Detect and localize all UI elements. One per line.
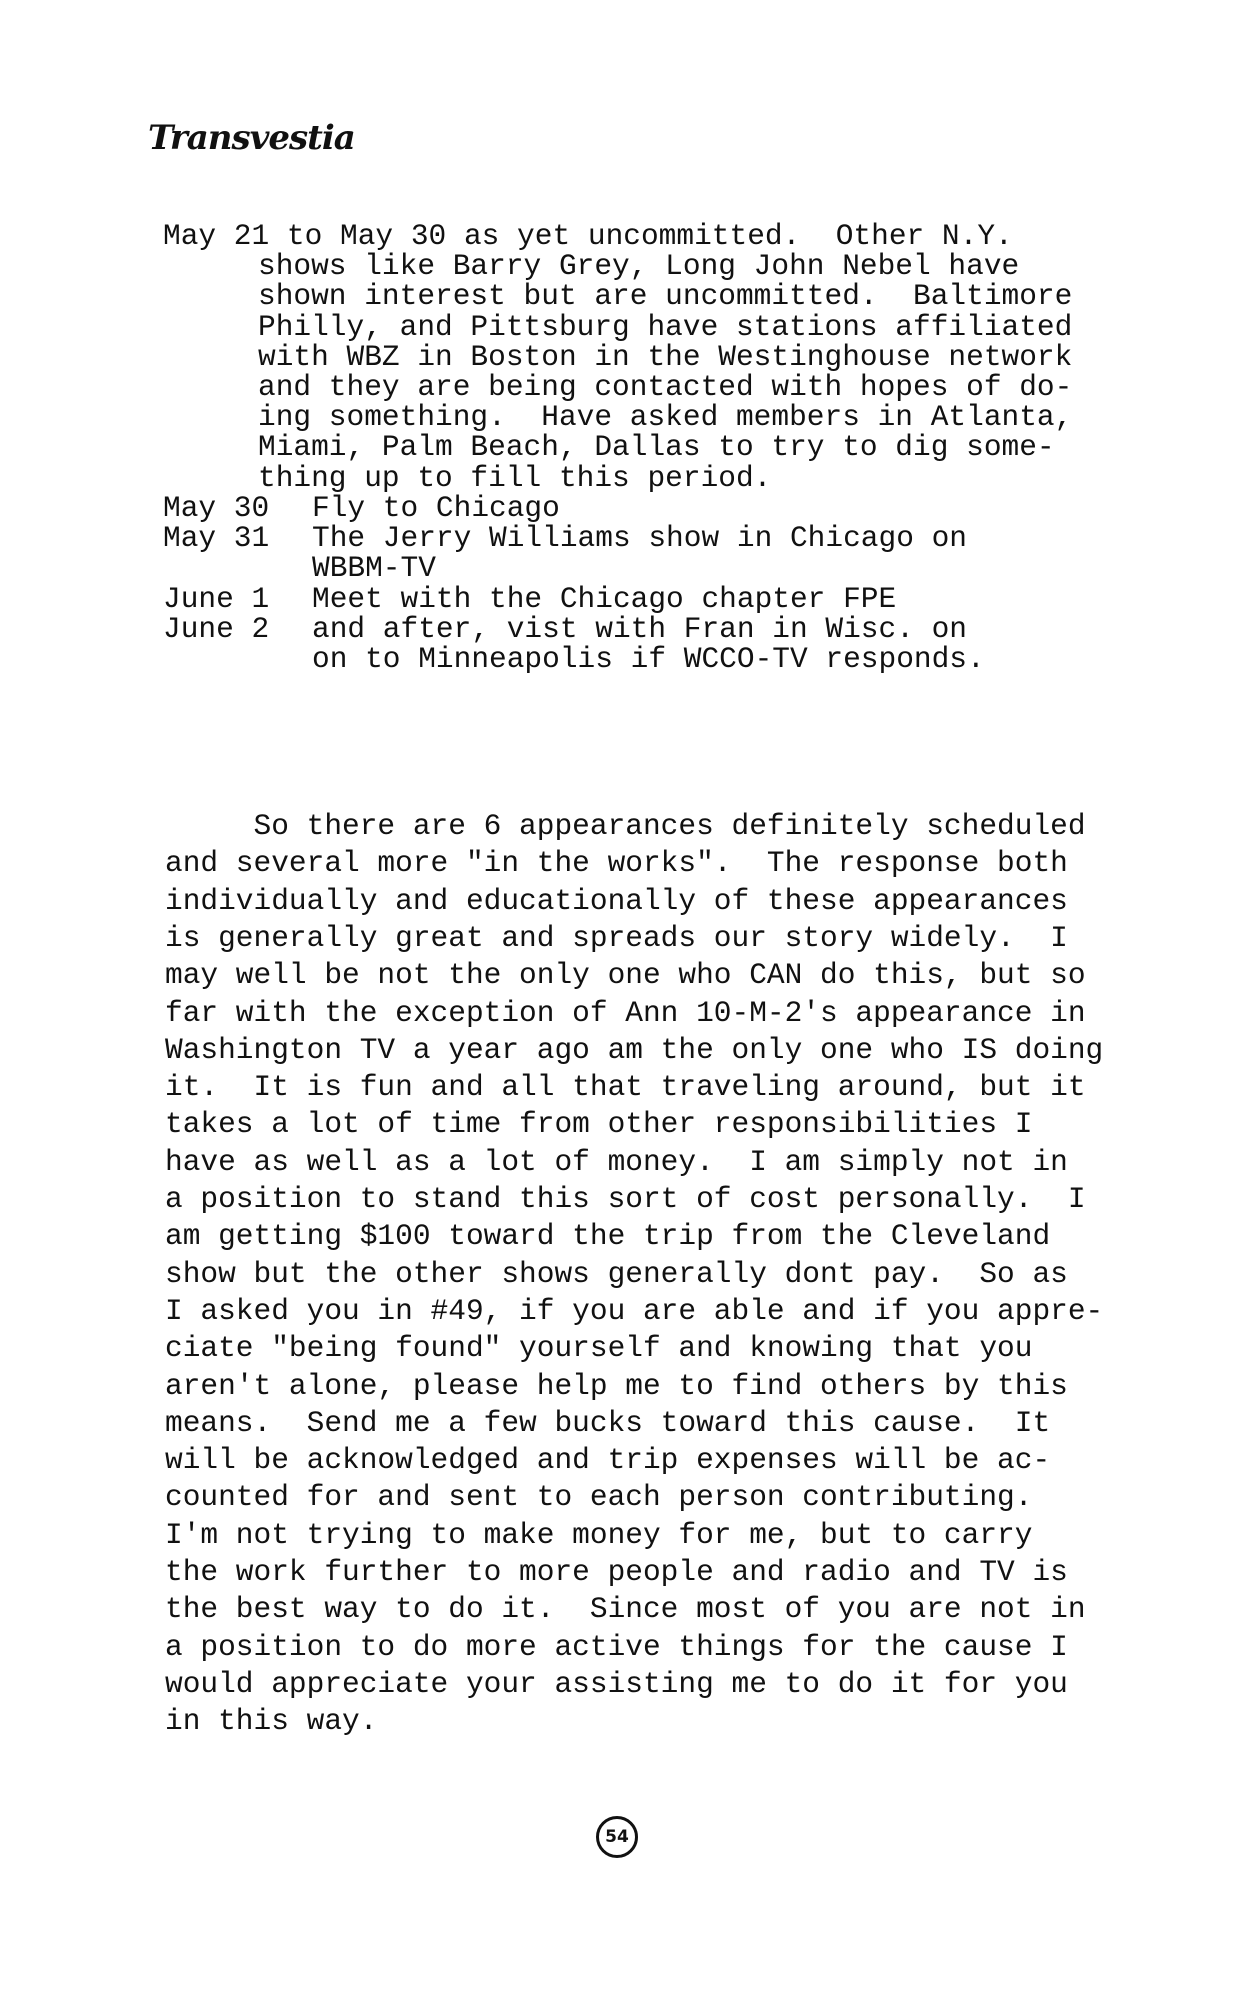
page-number-badge	[596, 1816, 638, 1858]
intro-line: May 21 to May 30 as yet uncommitted. Other N.Y.	[163, 219, 1013, 253]
schedule-event: and after, vist with Fran in Wisc. on	[312, 611, 968, 646]
intro-line: and they are being contacted with hopes of do-	[258, 370, 1073, 404]
schedule-event: Fly to Chicago	[312, 491, 560, 525]
paragraph-line: takes a lot of time from other responsibilities I	[165, 1107, 1033, 1142]
schedule-event: WBBM-TV	[312, 551, 436, 586]
paragraph-line: a position to do more active things for the cause I	[165, 1629, 1068, 1664]
paragraph-line: I asked you in #49, if you are able and if you appre-	[165, 1293, 1104, 1328]
paragraph-line: a position to stand this sort of cost personally. I	[165, 1182, 1086, 1216]
schedule-event: Meet with the Chicago chapter FPE	[312, 581, 897, 616]
paragraph-line: aren't alone, please help me to find others by this	[165, 1368, 1068, 1403]
paragraph-line: Washington TV a year ago am the only one who IS doing	[165, 1032, 1104, 1067]
intro-line: Miami, Palm Beach, Dallas to try to dig some-	[258, 430, 1055, 465]
paragraph-line: show but the other shows generally dont pay. So as	[165, 1256, 1068, 1291]
paragraph-line: the best way to do it. Since most of you are not in	[165, 1592, 1086, 1627]
paragraph-line: is generally great and spreads our story widely. I	[165, 920, 1068, 955]
paragraph-line: am getting $100 toward the trip from the Cleveland	[165, 1219, 1051, 1254]
paragraph-line: I'm not trying to make money for me, but to carry	[165, 1517, 1033, 1552]
schedule-event: on to Minneapolis if WCCO-TV responds.	[312, 642, 985, 676]
intro-line: ing something. Have asked members in Atlanta,	[258, 400, 1073, 435]
paragraph-line: will be acknowledged and trip expenses will be ac-	[165, 1443, 1051, 1478]
intro-line: shown interest but are uncommitted. Baltimore	[258, 279, 1073, 314]
paragraph-line: would appreciate your assisting me to do it for you	[165, 1666, 1068, 1701]
schedule-date: June 2	[163, 611, 270, 646]
paragraph-line: ciate "being found" yourself and knowing that you	[165, 1331, 1033, 1366]
schedule-event: The Jerry Williams show in Chicago on	[312, 521, 968, 556]
paragraph-line: may well be not the only one who CAN do this, but so	[165, 958, 1086, 993]
paragraph-line: the work further to more people and radio and TV is	[165, 1555, 1068, 1589]
masthead-title: Transvestia	[148, 118, 355, 158]
paragraph-line: means. Send me a few bucks toward this cause. It	[165, 1405, 1051, 1440]
paragraph-line: it. It is fun and all that traveling around, but it	[165, 1070, 1086, 1105]
paragraph-line: in this way.	[165, 1704, 378, 1739]
paragraph-line: counted for and sent to each person contributing.	[165, 1480, 1033, 1515]
page-number: 54	[605, 1827, 629, 1847]
paragraph-line: So there are 6 appearances definitely scheduled	[165, 809, 1086, 843]
schedule-date: May 31	[163, 521, 270, 556]
intro-line: thing up to fill this period.	[258, 460, 772, 495]
paragraph-line: far with the exception of Ann 10-M-2's appearance in	[165, 995, 1086, 1030]
schedule-date: June 1	[163, 581, 270, 616]
intro-line: with WBZ in Boston in the Westinghouse network	[258, 339, 1073, 374]
paragraph-line: and several more "in the works". The response both	[165, 846, 1068, 881]
paragraph-line: individually and educationally of these appearances	[165, 883, 1068, 918]
paragraph-line: have as well as a lot of money. I am simply not in	[165, 1144, 1068, 1179]
intro-line: Philly, and Pittsburg have stations affiliated	[258, 309, 1073, 344]
schedule-date: May 30	[163, 491, 270, 525]
intro-line: shows like Barry Grey, Long John Nebel have	[258, 249, 1020, 284]
